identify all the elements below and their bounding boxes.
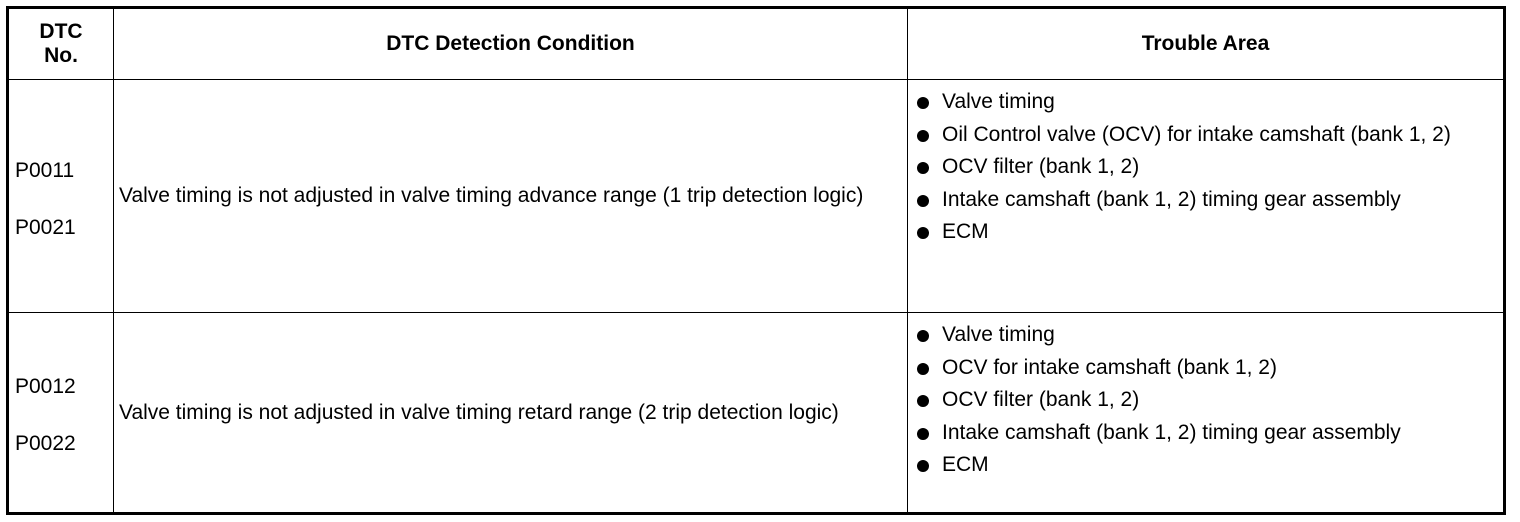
list-item: ECM (908, 450, 1503, 481)
header-dtc-no: DTC No. (39, 20, 83, 67)
table-row-2-trouble-areas (908, 320, 1503, 483)
dtc-code: P0021 (15, 216, 76, 239)
dtc-code: P0011 (15, 159, 75, 182)
list-item: OCV for intake camshaft (bank 1, 2) (908, 353, 1503, 384)
table-row-2-condition: Valve timing is not adjusted in valve timing retard range (2 trip detection logic) (119, 400, 839, 424)
list-item: OCV filter (bank 1, 2) (908, 152, 1503, 183)
table-row-2-dtc-codes (9, 374, 113, 488)
header-trouble-area: Trouble Area (1141, 32, 1270, 55)
dtc-code: P0012 (15, 375, 76, 398)
table-row-1-trouble-areas (908, 87, 1503, 250)
list-item: ECM (908, 217, 1503, 248)
dtc-table (6, 6, 1506, 515)
list-item: Intake camshaft (bank 1, 2) timing gear assembly (908, 418, 1503, 449)
list-item: Oil Control valve (OCV) for intake camshaft (bank 1, 2) (908, 120, 1503, 151)
header-detection-condition: DTC Detection Condition (386, 32, 635, 55)
list-item: Valve timing (908, 87, 1503, 118)
list-item: OCV filter (bank 1, 2) (908, 385, 1503, 416)
list-item: Valve timing (908, 320, 1503, 351)
list-item: Intake camshaft (bank 1, 2) timing gear assembly (908, 185, 1503, 216)
table-row-1-dtc-codes (9, 158, 113, 272)
table-row-1-condition: Valve timing is not adjusted in valve timing advance range (1 trip detection logic) (119, 184, 864, 207)
dtc-code: P0022 (15, 432, 76, 455)
